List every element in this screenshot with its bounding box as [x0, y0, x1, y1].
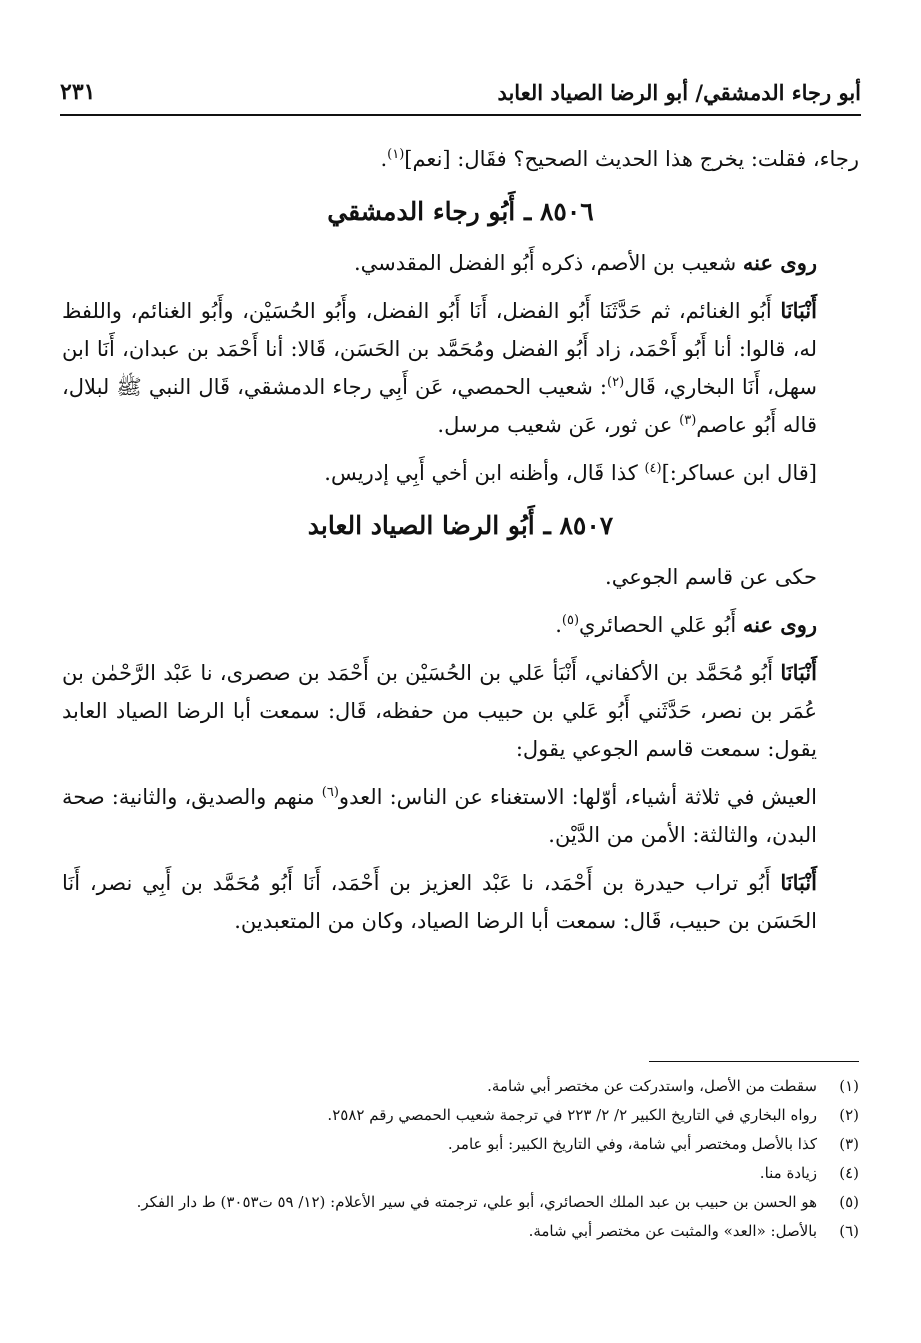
footnote-number: (٣)	[839, 1135, 859, 1153]
paragraph-text: منهم والصديق، والثانية: صحة البدن، والثالثة: الأمن من الدَّيْن.	[62, 785, 817, 847]
paragraph-text: : شعيب الحمصي، عَن أَبِي رجاء الدمشقي، قَال النبي ﷺ لبلال، قاله أَبُو عاصم	[62, 375, 817, 437]
footnote-ref[interactable]: (١)	[387, 147, 405, 162]
footnotes	[62, 1072, 859, 1246]
footnote	[62, 1072, 859, 1101]
footnote	[62, 1217, 859, 1246]
paragraph-saying	[62, 778, 859, 854]
paragraph-text: [قال ابن عساكر:]	[661, 461, 817, 485]
keyword: روى عنه	[742, 250, 817, 275]
footnote-ref[interactable]: (٢)	[607, 375, 625, 390]
paragraph-isnad	[62, 864, 859, 940]
paragraph-continuation	[62, 140, 859, 178]
paragraph-isnad	[62, 292, 859, 444]
footnote-number: (٥)	[839, 1193, 859, 1211]
keyword: روى عنه	[742, 612, 817, 637]
main-text	[62, 140, 859, 950]
paragraph-text: أَبُو الغنائم، ثم حَدَّثَنَا أَبُو الفضل، أَنَا أَبُو الفضل، وأَبُو الحُسَيْن، وأَبُو الغنائم، واللفظ له، قالوا: أنا أَبُو أَحْمَد، زاد أَبُو الفضل ومُحَمَّد بن الحَسَن، قَالا: أنا أَحْمَد بن عبدان، أَنَا ابن سهل، أَنَا البخاري، قَال	[62, 299, 817, 399]
footnote-ref[interactable]: (٦)	[321, 785, 339, 800]
paragraph-text: أَبُو مُحَمَّد بن الأكفاني، أَنْبَأ عَلي بن الحُسَيْن بن أَحْمَد بن صصرى، نا عَبْد الرَّحْمٰن بن عُمَر بن نصر، حَدَّثَني أَبُو عَلي بن حبيب من حفظه، قَال: سمعت أبا الرضا الصياد العابد يقول: سمعت قاسم الجوعي يقول:	[62, 661, 817, 761]
footnote-text: هو الحسن بن حبيب بن عبد الملك الحصائري، أبو علي، ترجمته في سير الأعلام: (١٢/ ٥٩ ت٣٠٥٣) ط دار الفكر.	[136, 1193, 817, 1211]
footnote	[62, 1130, 859, 1159]
running-title: أبو رجاء الدمشقي/ أبو الرضا الصياد العابد	[497, 79, 861, 105]
footnote-ref[interactable]: (٥)	[561, 613, 580, 628]
footnote-text: رواه البخاري في التاريخ الكبير ٢/ ٢/ ٢٢٣ في ترجمة شعيب الحمصي رقم ٢٥٨٢.	[327, 1106, 817, 1124]
page-header	[60, 70, 861, 116]
paragraph-text: أَبُو عَلي الحصائري	[579, 613, 743, 637]
paragraph-narrators	[62, 606, 859, 644]
footnote	[62, 1159, 859, 1188]
footnote-text: سقطت من الأصل، واستدركت عن مختصر أبي شامة.	[487, 1077, 817, 1095]
footnote-separator	[649, 1061, 859, 1062]
paragraph-text: عن ثور، عَن شعيب مرسل.	[437, 413, 680, 437]
keyword: أَنْبَانَا	[780, 298, 817, 323]
paragraph-narration: حكى عن قاسم الجوعي.	[605, 565, 817, 589]
paragraph-isnad	[62, 654, 859, 768]
footnote-number: (١)	[839, 1077, 859, 1095]
keyword: أَنْبَانَا	[780, 870, 817, 895]
paragraph-narrators	[62, 244, 859, 282]
keyword: أَنْبَانَا	[780, 660, 817, 685]
page-number: ٢٣١	[60, 79, 96, 105]
footnote-number: (٤)	[839, 1164, 859, 1182]
paragraph-tail: .	[380, 147, 388, 171]
paragraph-text: شعيب بن الأصم، ذكره أَبُو الفضل المقدسي.	[353, 251, 743, 275]
paragraph-comment	[62, 454, 859, 492]
footnote-text: زيادة منا.	[759, 1164, 817, 1182]
paragraph-text: أَبُو تراب حيدرة بن أَحْمَد، نا عَبْد العزيز بن أَحْمَد، أَنَا أَبُو مُحَمَّد بن أَبِي نصر، أَنَا الحَسَن بن حبيب، قَال: سمعت أبا الرضا الصياد، وكان من المتعبدين.	[62, 871, 817, 933]
footnote-text: بالأصل: «العد» والمثبت عن مختصر أبي شامة.	[528, 1222, 817, 1240]
paragraph-text: كذا قَال، وأظنه ابن أخي أَبِي إدريس.	[324, 461, 645, 485]
footnote-number: (٢)	[839, 1106, 859, 1124]
footnote-number: (٦)	[839, 1222, 859, 1240]
footnote-text: كذا بالأصل ومختصر أبي شامة، وفي التاريخ الكبير: أبو عامر.	[447, 1135, 817, 1153]
footnote-ref[interactable]: (٣)	[679, 413, 697, 428]
footnote	[62, 1101, 859, 1130]
paragraph-text: العيش في ثلاثة أشياء، أوّلها: الاستغناء عن الناس: العدو	[338, 785, 817, 809]
paragraph-text: رجاء، فقلت: يخرج هذا الحديث الصحيح؟ فقَال: [نعم]	[404, 147, 859, 171]
footnote-ref[interactable]: (٤)	[644, 461, 662, 476]
entry-heading-8506: ٨٥٠٦ ـ أَبُو رجاء الدمشقي	[327, 197, 594, 226]
footnote	[62, 1188, 859, 1217]
paragraph-tail: .	[555, 613, 562, 637]
entry-heading-8507: ٨٥٠٧ ـ أَبُو الرضا الصياد العابد	[307, 511, 614, 540]
